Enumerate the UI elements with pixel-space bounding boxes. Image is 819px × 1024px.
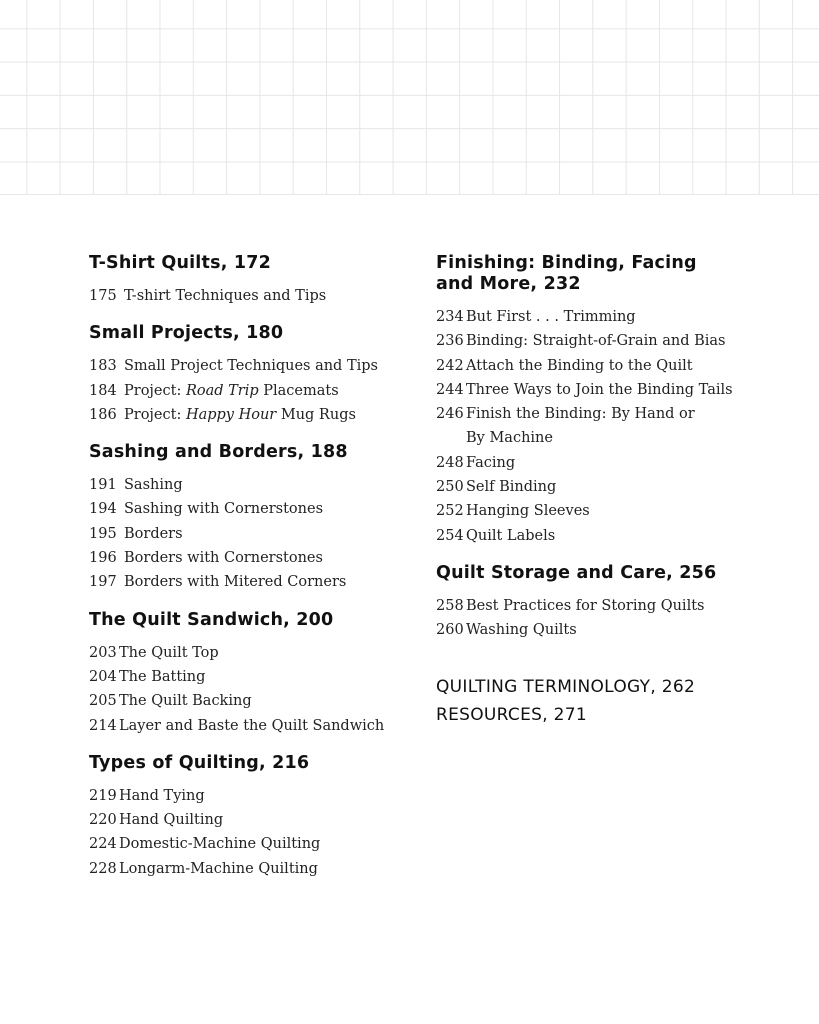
toc-entry[interactable] xyxy=(89,379,409,403)
page-number: 236 xyxy=(436,333,464,350)
section-heading[interactable]: The Quilt Sandwich, 200 xyxy=(89,609,334,630)
page-number: 244 xyxy=(436,381,464,398)
entry-title: Sashing xyxy=(124,477,183,494)
entry-title: Binding: Straight-of-Grain and Bias xyxy=(466,333,726,350)
entry-title xyxy=(124,379,339,403)
entry-title-italic: Happy Hour xyxy=(185,406,277,423)
toc-entry[interactable] xyxy=(89,832,409,856)
entry-title: Washing Quilts xyxy=(466,622,577,639)
page-number: 194 xyxy=(89,501,117,518)
toc-entry[interactable] xyxy=(436,305,736,329)
toc-entry[interactable] xyxy=(436,524,736,548)
page-number: 220 xyxy=(89,812,117,829)
entry-title: Facing xyxy=(466,454,516,471)
entry-title: Self Binding xyxy=(466,479,557,496)
heading-line: Finishing: Binding, Facing xyxy=(436,253,697,273)
entry-title: Longarm-Machine Quilting xyxy=(119,860,318,877)
toc-entry[interactable] xyxy=(436,354,736,378)
entry-title: The Quilt Top xyxy=(119,644,219,661)
toc-entry[interactable] xyxy=(89,857,409,881)
toc-entry[interactable] xyxy=(436,451,736,475)
toc-section-sashing-borders xyxy=(89,442,409,594)
section-heading[interactable]: T-Shirt Quilts, 172 xyxy=(89,253,271,273)
entry-title-suffix: Placemats xyxy=(258,382,339,399)
entry-title: The Quilt Backing xyxy=(119,693,252,710)
entry-title: Three Ways to Join the Binding Tails xyxy=(466,381,733,398)
toc-entry[interactable] xyxy=(89,570,409,594)
entry-title: Attach the Binding to the Quilt xyxy=(466,357,693,374)
toc-entry[interactable] xyxy=(436,594,736,618)
section-heading[interactable]: Types of Quilting, 216 xyxy=(89,752,310,773)
toc-entry[interactable] xyxy=(436,499,736,523)
entry-title: Small Project Techniques and Tips xyxy=(124,358,378,375)
section-heading[interactable]: Sashing and Borders, 188 xyxy=(89,442,348,463)
toc-section-types-of-quilting xyxy=(89,753,409,881)
page-number: 183 xyxy=(89,358,117,375)
page-number: 242 xyxy=(436,357,464,374)
entry-title-prefix: Project: xyxy=(124,406,186,423)
resources-link[interactable]: RESOURCES, 271 xyxy=(436,704,587,725)
page-number: 224 xyxy=(89,836,117,853)
page-number: 203 xyxy=(89,644,117,661)
entry-title: Best Practices for Storing Quilts xyxy=(466,597,705,614)
toc-extra-sections xyxy=(436,673,736,729)
toc-entry[interactable] xyxy=(436,618,736,642)
entry-title: Borders with Cornerstones xyxy=(124,550,323,567)
page-number: 250 xyxy=(436,479,464,496)
toc-entry[interactable] xyxy=(89,497,409,521)
entry-title: Quilt Labels xyxy=(466,527,556,544)
page-number: 186 xyxy=(89,406,117,423)
entry-title: Domestic-Machine Quilting xyxy=(119,836,321,853)
entry-title: Layer and Baste the Quilt Sandwich xyxy=(119,717,385,734)
heading-line: and More, 232 xyxy=(436,274,581,294)
page-number: 219 xyxy=(89,787,117,804)
entry-title xyxy=(124,403,356,427)
section-heading[interactable]: Small Projects, 180 xyxy=(89,323,284,344)
toc-entry[interactable] xyxy=(89,546,409,570)
page-number: 248 xyxy=(436,454,464,471)
page-number: 228 xyxy=(89,860,117,877)
toc-section-finishing xyxy=(436,253,736,548)
entry-title: Borders xyxy=(124,525,183,542)
entry-title: But First . . . Trimming xyxy=(466,309,636,325)
toc-entry[interactable] xyxy=(89,354,409,378)
page-number: 175 xyxy=(89,288,117,304)
section-heading[interactable]: Quilt Storage and Care, 256 xyxy=(436,562,717,583)
toc-entry[interactable] xyxy=(89,473,409,497)
toc-entry[interactable] xyxy=(89,522,409,546)
entry-title-continuation: By Machine xyxy=(466,430,553,447)
entry-title: The Batting xyxy=(119,668,206,685)
entry-title-suffix: Mug Rugs xyxy=(276,406,356,423)
toc-entry[interactable] xyxy=(89,665,409,689)
page-number: 184 xyxy=(89,382,117,399)
toc-section-storage-care xyxy=(436,563,736,643)
toc-entry-continuation[interactable] xyxy=(436,426,736,450)
entry-title: Hand Tying xyxy=(119,787,205,804)
toc-section-quilt-sandwich xyxy=(89,610,409,738)
page-number: 214 xyxy=(89,717,117,734)
page-number: 260 xyxy=(436,622,464,639)
toc-entry[interactable] xyxy=(89,641,409,665)
page-number: 204 xyxy=(89,668,117,685)
entry-title-italic: Road Trip xyxy=(185,382,259,399)
page-number: 197 xyxy=(89,574,117,591)
page-number: 254 xyxy=(436,527,464,544)
page-number: 258 xyxy=(436,597,464,614)
section-heading[interactable] xyxy=(436,253,736,295)
toc-entry[interactable] xyxy=(89,784,409,808)
graph-paper-header xyxy=(0,0,819,195)
entry-title: T-shirt Techniques and Tips xyxy=(124,288,327,304)
toc-left-column xyxy=(89,253,409,881)
page-number: 234 xyxy=(436,309,464,325)
page-number: 252 xyxy=(436,503,464,520)
toc-entry[interactable] xyxy=(89,689,409,713)
entry-title: Borders with Mitered Corners xyxy=(124,574,347,591)
toc-entry[interactable] xyxy=(436,378,736,402)
page-number: 191 xyxy=(89,477,117,494)
toc-entry[interactable] xyxy=(89,284,409,308)
page-number: 246 xyxy=(436,406,464,423)
toc-entry[interactable] xyxy=(436,475,736,499)
toc-entry[interactable] xyxy=(89,714,409,738)
entry-title-prefix: Project: xyxy=(124,382,186,399)
toc-entry[interactable] xyxy=(436,329,736,353)
toc-right-column xyxy=(436,253,736,729)
toc-entry[interactable] xyxy=(89,808,409,832)
toc-section-small-projects xyxy=(89,323,409,427)
page-number: 205 xyxy=(89,693,117,710)
page-number: 195 xyxy=(89,525,117,542)
toc-entry[interactable] xyxy=(89,403,409,427)
entry-title: Hand Quilting xyxy=(119,812,224,829)
entry-title: Finish the Binding: By Hand or xyxy=(466,406,695,423)
quilting-terminology-link[interactable]: QUILTING TERMINOLOGY, 262 xyxy=(436,676,696,697)
entry-title: Sashing with Cornerstones xyxy=(124,501,324,518)
toc-entry[interactable] xyxy=(436,402,736,426)
toc-section-tshirt-quilts xyxy=(89,253,409,308)
page-number: 196 xyxy=(89,550,117,567)
entry-title: Hanging Sleeves xyxy=(466,503,590,520)
